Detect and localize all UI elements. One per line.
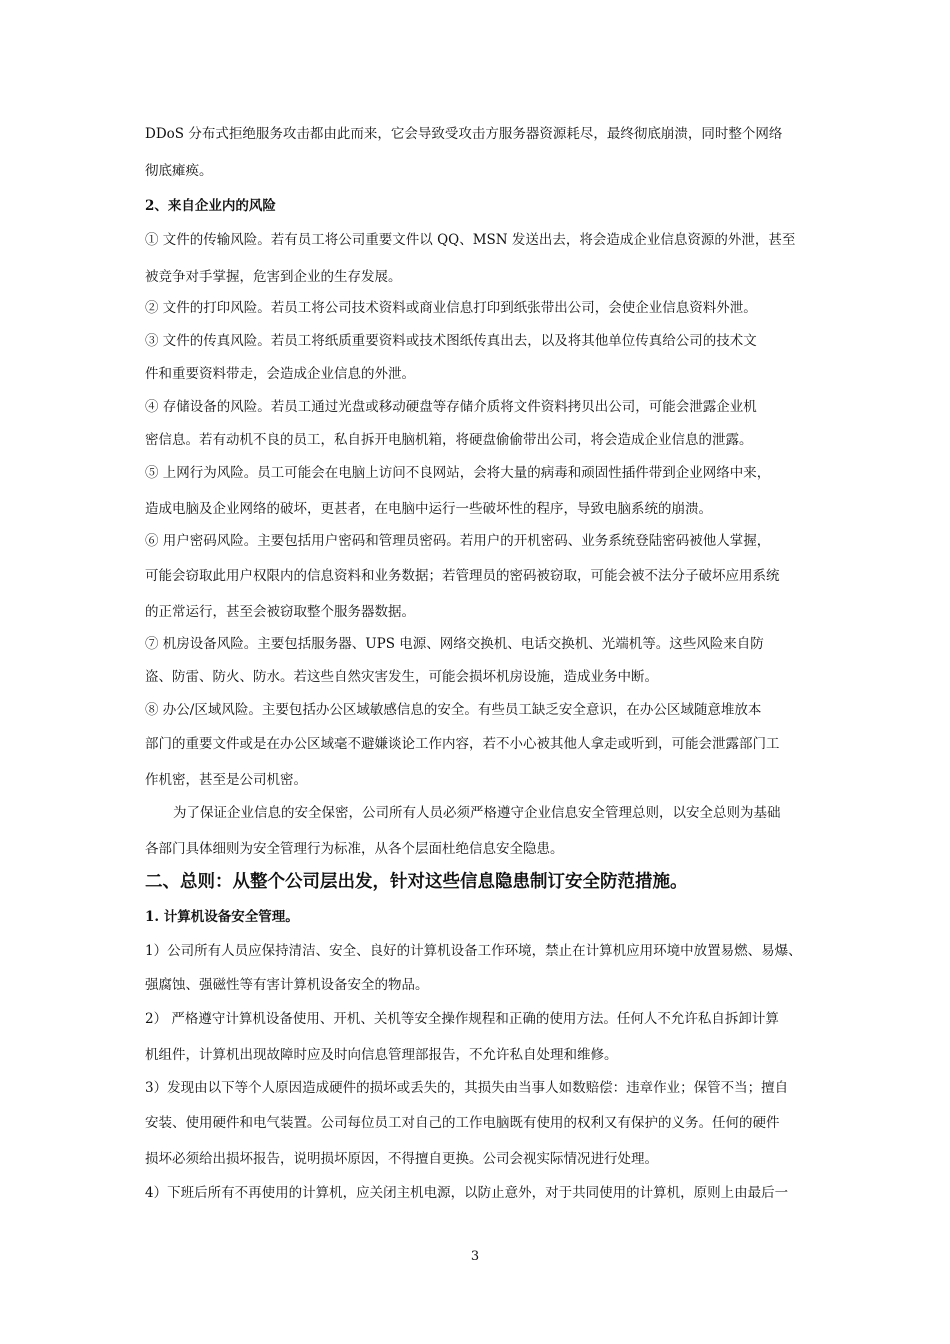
paragraph-line: 3）发现由以下等个人原因造成硬件的损坏或丢失的，其损失由当事人如数赔偿：违章作业；保管不当；擅自 [145, 1080, 789, 1096]
paragraph-line: ③ 文件的传真风险。若员工将纸质重要资料或技术图纸传真出去，以及将其他单位传真给公司的技术文 [145, 333, 757, 349]
paragraph-line: ② 文件的打印风险。若员工将公司技术资料或商业信息打印到纸张带出公司，会使企业信息资料外泄。 [145, 300, 757, 316]
paragraph-line: 部门的重要文件或是在办公区域毫不避嫌谈论工作内容，若不小心被其他人拿走或听到，可能会泄露部门工 [145, 736, 780, 752]
paragraph-line: 损坏必须给出损坏报告，说明损坏原因，不得擅自更换。公司会视实际情况进行处理。 [145, 1151, 658, 1167]
section-heading: 2、来自企业内的风险 [145, 198, 276, 214]
paragraph-line: 密信息。若有动机不良的员工，私自拆开电脑机箱，将硬盘偷偷带出公司，将会造成企业信息的泄露。 [145, 432, 753, 448]
paragraph-line: 2） 严格遵守计算机设备使用、开机、关机等安全操作规程和正确的使用方法。任何人不允许私自拆卸计算 [145, 1011, 779, 1027]
paragraph-line: ① 文件的传输风险。若有员工将公司重要文件以 QQ、MSN 发送出去，将会造成企业信息资源的外泄，甚至 [145, 232, 796, 248]
subsection-heading: 1. 计算机设备安全管理。 [145, 909, 299, 925]
paragraph-line: ⑥ 用户密码风险。主要包括用户密码和管理员密码。若用户的开机密码、业务系统登陆密码被他人掌握， [145, 533, 771, 549]
paragraph-line: 可能会窃取此用户权限内的信息资料和业务数据；若管理员的密码被窃取，可能会被不法分子破坏应用系统 [145, 568, 780, 584]
paragraph-line: 作机密，甚至是公司机密。 [145, 772, 307, 788]
page-number: 3 [470, 1249, 480, 1264]
paragraph-line: 1）公司所有人员应保持清洁、安全、良好的计算机设备工作环境，禁止在计算机应用环境中放置易燃、易爆、 [145, 943, 802, 959]
paragraph-line: 各部门具体细则为安全管理行为标准，从各个层面杜绝信息安全隐患。 [145, 841, 564, 857]
paragraph-line: ⑤ 上网行为风险。员工可能会在电脑上访问不良网站，会将大量的病毒和顽固性插件带到企业网络中来， [145, 465, 771, 481]
paragraph-line: 强腐蚀、强磁性等有害计算机设备安全的物品。 [145, 977, 429, 993]
paragraph-line: DDoS 分布式拒绝服务攻击都由此而来，它会导致受攻击方服务器资源耗尽，最终彻底崩溃，同时整个网络 [145, 126, 783, 142]
paragraph-line: ⑦ 机房设备风险。主要包括服务器、UPS 电源、网络交换机、电话交换机、光端机等。这些风险来自防 [145, 636, 764, 652]
paragraph-line: 4）下班后所有不再使用的计算机，应关闭主机电源，以防止意外，对于共同使用的计算机，原则上由最后一 [145, 1185, 789, 1201]
paragraph-line: ⑧ 办公/区域风险。主要包括办公区域敏感信息的安全。有些员工缺乏安全意识，在办公区域随意堆放本 [145, 702, 762, 718]
paragraph-line: 被竞争对手掌握，危害到企业的生存发展。 [145, 269, 402, 285]
paragraph-line: ④ 存储设备的风险。若员工通过光盘或移动硬盘等存储介质将文件资料拷贝出公司，可能会泄露企业机 [145, 399, 757, 415]
paragraph-line: 件和重要资料带走，会造成企业信息的外泄。 [145, 366, 415, 382]
paragraph-line: 机组件，计算机出现故障时应及时向信息管理部报告，不允许私自处理和维修。 [145, 1047, 618, 1063]
chapter-heading: 二、总则：从整个公司层出发，针对这些信息隐患制订安全防范措施。 [145, 872, 688, 892]
paragraph-line: 为了保证企业信息的安全保密，公司所有人员必须严格遵守企业信息安全管理总则，以安全总则为基础 [173, 805, 781, 821]
paragraph-line: 造成电脑及企业网络的破坏，更甚者，在电脑中运行一些破坏性的程序，导致电脑系统的崩溃。 [145, 501, 712, 517]
paragraph-line: 彻底瘫痪。 [145, 163, 213, 179]
paragraph-line: 的正常运行，甚至会被窃取整个服务器数据。 [145, 604, 415, 620]
paragraph-line: 安装、使用硬件和电气装置。公司每位员工对自己的工作电脑既有使用的权利又有保护的义务。任何的硬件 [145, 1115, 780, 1131]
paragraph-line: 盗、防雷、防火、防水。若这些自然灾害发生，可能会损坏机房设施，造成业务中断。 [145, 669, 658, 685]
